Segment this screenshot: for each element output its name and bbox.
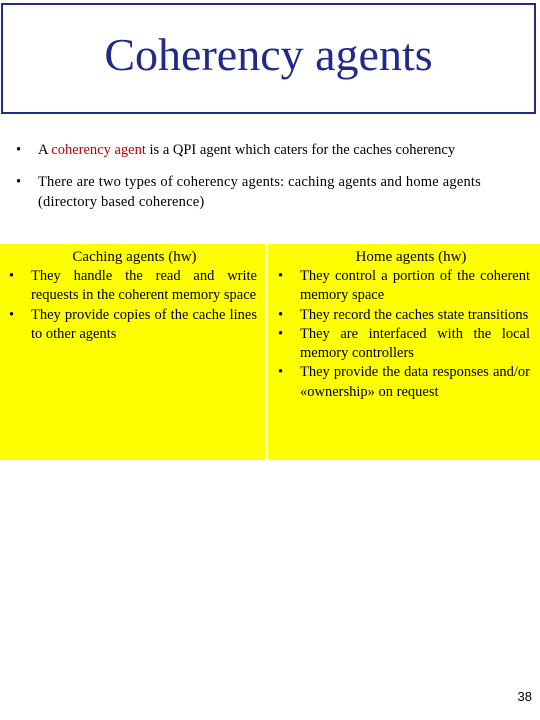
bullet-text-post: is a QPI agent which caters for the caches coherency (145, 142, 456, 158)
bullet-dot-icon: • (278, 325, 284, 342)
intro-bullets (0, 140, 540, 212)
title-box (1, 3, 536, 114)
caching-agents-column (0, 244, 268, 460)
home-agents-heading: Home agents (hw) (355, 249, 467, 265)
bullet-text-pre: A (38, 142, 52, 158)
home-agent-item (268, 267, 530, 306)
item-text: They provide the data responses and/or «ownership» on request (300, 364, 530, 400)
bullet-dot-icon: • (278, 268, 284, 284)
bullet-text: There are two types of coherency agents: caching agents and home agents (directory based coherence) (38, 174, 481, 210)
item-text: They handle the read and write requests in the coherent memory space (31, 268, 257, 304)
caching-agent-item (0, 267, 257, 306)
item-text: They record the caches state transitions (300, 306, 529, 323)
home-agent-item (268, 306, 530, 325)
item-text: They are interfaced with the local memory controllers (300, 325, 530, 362)
bullet-text-emphasis: coherency agent (51, 142, 146, 158)
item-text: They control a portion of the coherent memory space (300, 268, 530, 304)
page-number: 38 (517, 689, 532, 704)
bullet-dot-icon: • (9, 306, 15, 323)
bullet-dot-icon: • (16, 174, 22, 190)
bullet-dot-icon: • (9, 268, 15, 284)
home-agents-column (268, 244, 540, 460)
bullet-dot-icon: • (16, 142, 22, 158)
caching-agents-heading: Caching agents (hw) (72, 249, 197, 265)
agents-table (0, 244, 540, 460)
bullet-dot-icon: • (278, 306, 284, 323)
bullet-coherency-agent (0, 140, 540, 160)
home-agent-item (268, 363, 530, 402)
bullet-dot-icon: • (278, 364, 284, 381)
bullet-agent-types (0, 172, 540, 212)
item-text: They provide copies of the cache lines to other agents (31, 306, 257, 342)
home-agent-item (268, 325, 530, 364)
caching-agent-item (0, 306, 257, 345)
slide-title: Coherency agents (104, 28, 433, 80)
